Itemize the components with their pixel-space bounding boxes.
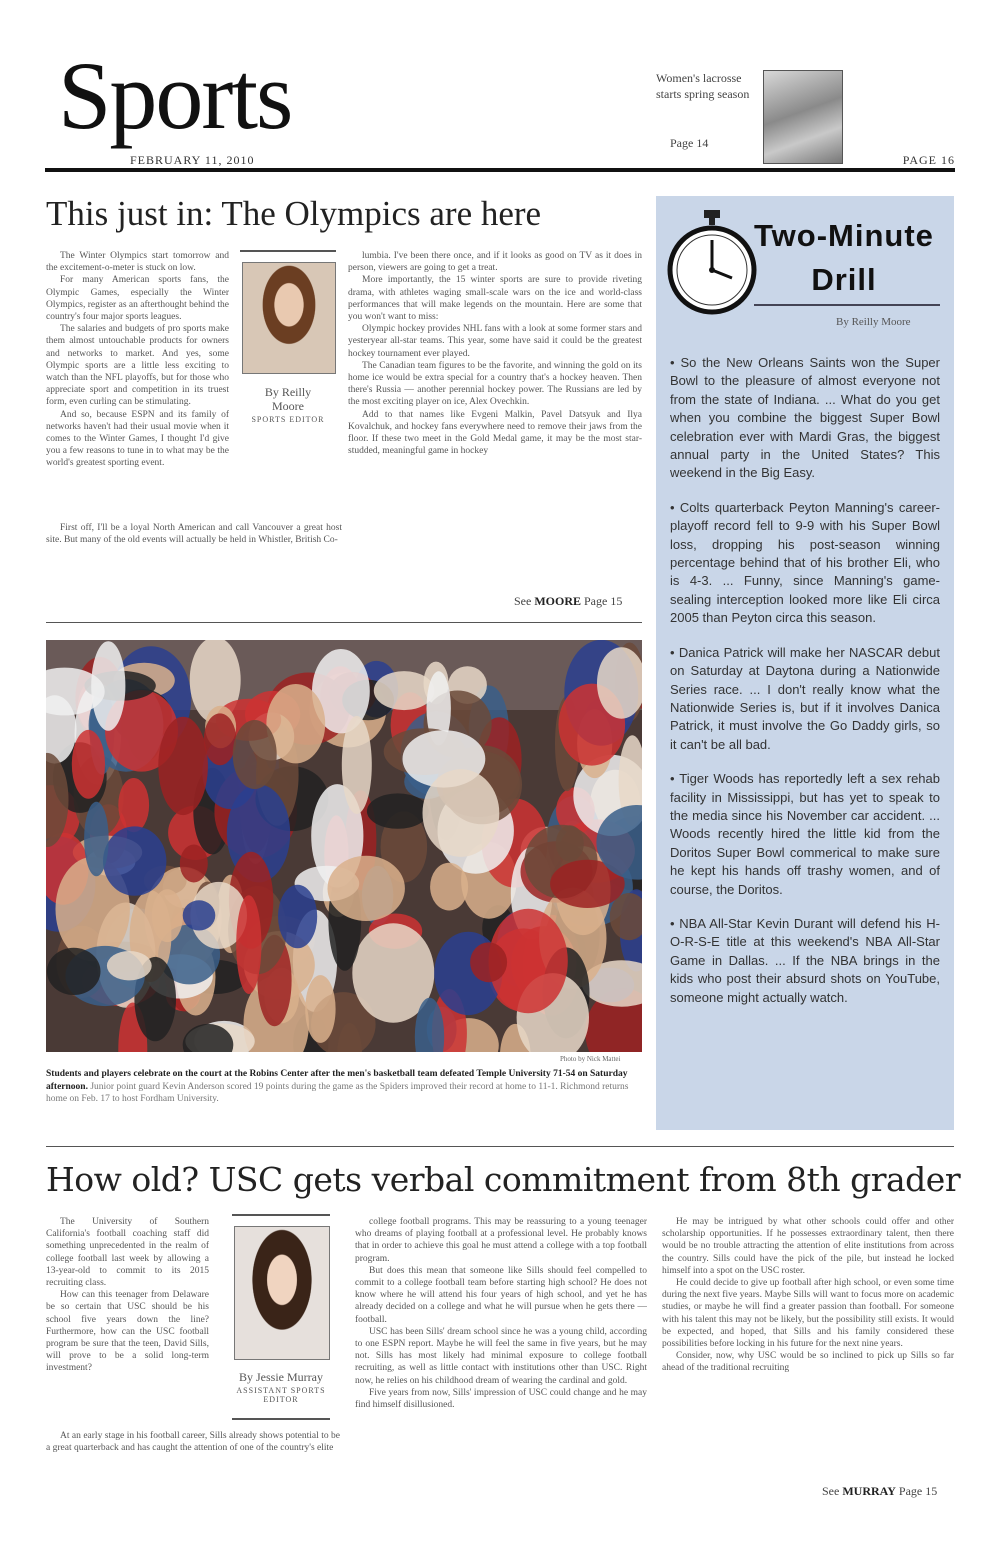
- second-column-2: [355, 1216, 647, 1504]
- paragraph: He could decide to give up football after high school, or even some time during the next five years. Maybe Sills will want to focus more on academic studies, or maybe he will find a greater passion than football. For someone with his talent this may not be likely, but the possibility still exists. It would be expected, and hoped, that Sills and his family considered these possibilities before locking in his future for the next nine years.: [662, 1278, 954, 1350]
- crowd-figure: [152, 889, 183, 942]
- crowd-figure: [367, 793, 429, 828]
- crowd-figure: [91, 641, 125, 731]
- second-column-1b: [46, 1430, 340, 1504]
- second-jump-line: [822, 1484, 937, 1499]
- byline-rule-2: [232, 1214, 330, 1216]
- bullet-icon: •: [670, 644, 679, 660]
- issue-date: FEBRUARY 11, 2010: [130, 153, 255, 167]
- crowd-figure: [278, 885, 317, 949]
- jump-page: Page 15: [584, 594, 623, 608]
- crowd-figure: [374, 671, 435, 710]
- paragraph: Five years from now, Sills' impression of USC could change and he may find himself disillusioned.: [355, 1387, 647, 1411]
- crowd-figure: [158, 717, 208, 815]
- masthead-rule: [45, 168, 955, 172]
- author-headshot-2: [234, 1226, 330, 1360]
- paragraph: Consider, now, why USC would be so inclined to pick up Sills so far ahead of the traditional recruiting: [662, 1351, 954, 1374]
- page-number: PAGE 16: [902, 153, 955, 167]
- second-headline: How old? USC gets verbal commitment from 8th grader: [46, 1160, 961, 1199]
- bullet-icon: •: [670, 499, 680, 515]
- second-byline: [228, 1370, 334, 1404]
- drill-item: [670, 644, 940, 754]
- crowd-figure: [204, 713, 236, 765]
- crowd-figure: [107, 951, 152, 980]
- paragraph: college football programs. This may be reassuring to a young teenager who dreams of playing football at a professional level. He probably knows that in order to achieve this goal he must attend a college with a top football program.: [355, 1217, 647, 1264]
- paragraph: At an early stage in his football career, Sills already shows potential to be a great quarterback and has caught the attention of one of the country's elite: [46, 1431, 340, 1454]
- crowd-figure: [183, 900, 216, 930]
- paragraph: Olympic hockey provides NHL fans with a look at some former stars and yesteryear all-star teams. This year, some have said it could be the greatest hockey tournament ever played.: [348, 324, 642, 359]
- drill-item: [670, 354, 940, 483]
- byline-rule-3: [232, 1418, 330, 1420]
- second-column-3: [662, 1216, 954, 1474]
- crowd-photo: [46, 640, 642, 1052]
- photo-credit: Photo by Nick Mattei: [560, 1055, 621, 1063]
- lead-jump-line: [514, 594, 622, 609]
- lead-column-1b: [46, 522, 342, 607]
- drill-title-line2: Drill: [811, 262, 877, 297]
- paragraph: The Winter Olympics start tomorrow and the excitement-o-meter is stuck on low.: [46, 251, 229, 274]
- lead-column-1: [46, 250, 229, 522]
- paragraph: The Canadian team figures to be the favorite, and winning the gold on its home ice would be extra special for a country that's a hockey heaven. Then there's Russia — another perennial hockey power. The Russians are led by the most exciting player on ice, Alex Ovechkin.: [348, 360, 642, 408]
- jump2-page: Page 15: [898, 1484, 938, 1498]
- lead-headline: This just in: The Olympics are here: [46, 194, 542, 233]
- paragraph: The University of Southern California's football coaching staff did something unprecedented in the realm of college football last week by allowing a 13-year-old to commit to its 2015 recruiting class.: [46, 1217, 209, 1289]
- crowd-figure: [430, 863, 468, 911]
- drill-item: [670, 770, 940, 899]
- paragraph: But does this mean that someone like Sills should feel compelled to commit to a college football team before starting high school? He does not know where he will attend his four years of high school, and yet he has already decided on a college and what he will pursue when he gets there — football.: [355, 1265, 647, 1325]
- paragraph: lumbia. I've been there once, and if it looks as good on TV as it does in person, viewers are going to get a treat.: [348, 251, 642, 274]
- drill-item-text: Danica Patrick will make her NASCAR debut on Saturday at Daytona during a Nationwide Series race. ... I don't really know what the Nationwide Series is, but if it involves Danica Patrick, it must involve the Go Daddy girls, so it can't be all bad.: [670, 644, 940, 752]
- drill-item-text: So the New Orleans Saints won the Super Bowl to the pleasure of almost everyone not from the state of Indiana. ... What do you get when you combine the biggest Super Bowl celebration ever with Mardi Gras, the biggest annual party in the United States? This weekend in the Big Easy.: [670, 355, 940, 481]
- lead-byline: [236, 385, 340, 424]
- byline2-title: ASSISTANT SPORTS EDITOR: [236, 1386, 326, 1404]
- drill-byline: By Reilly Moore: [836, 316, 911, 328]
- photo-caption: [46, 1068, 642, 1106]
- bullet-icon: •: [670, 355, 681, 370]
- drill-title-line1: Two-Minute: [754, 218, 934, 253]
- jump2-name: MURRAY: [842, 1484, 896, 1498]
- paragraph: First off, I'll be a loyal North American and call Vancouver a great host site. But many of the old events will actually be held in Whistler, British Co-: [46, 523, 342, 546]
- jump2-prefix: See: [822, 1484, 840, 1498]
- lead-divider: [46, 622, 642, 623]
- jump-prefix: See: [514, 594, 532, 608]
- crowd-figure: [84, 802, 109, 877]
- crowd-photo-icon: [46, 640, 642, 1052]
- drill-item: [670, 499, 940, 628]
- paragraph: For many American sports fans, the Olympic Games, especially the Winter Olympics, register as an afterthought behind the country's four major sports leagues.: [46, 275, 229, 323]
- crowd-figure: [103, 826, 166, 895]
- caption-bold: Students and players celebrate on the court at the Robins Center after the men's basketball team defeated Temple University 71-54 on Saturday afternoon.: [46, 1069, 628, 1092]
- drill-items: [670, 354, 940, 1023]
- paragraph: How can this teenager from Delaware be so certain that USC should be his school five years down the line? Furthermore, how can the USC football program be sure that the teen, David Sills, will prove to be a solid long-term investment?: [46, 1290, 209, 1374]
- byline-rule: [240, 250, 336, 252]
- paragraph: More importantly, the 15 winter sports are sure to provide riveting drama, with athletes waging small-scale wars on the ice and world-class performances that will make legends on the mountain. Here are some that you won't want to miss:: [348, 275, 642, 323]
- drill-item-text: NBA All-Star Kevin Durant will defend his H-O-R-S-E title at this weekend's NBA All-Star Game in Dallas. ... If the NBA brings in the kids who post their absurd shots on YouTube, someone might actually watch.: [670, 915, 940, 1005]
- crowd-figure: [72, 730, 105, 799]
- byline-author-name: Moore: [272, 399, 304, 413]
- crowd-figure: [47, 948, 101, 995]
- crowd-figure: [180, 845, 208, 883]
- author-headshot: [242, 262, 336, 374]
- crowd-figure: [328, 856, 405, 921]
- paragraph: USC has been Sills' dream school since he was a young child, according to one ESPN report. Maybe he will feel the same in five years, but he may not. Sills has most likely had minimal exposure to college football recruiting, as well as little contact with institutions other than USC. Right now, he relies on his childhood dream of wearing the cardinal and gold.: [355, 1326, 647, 1386]
- second-divider: [46, 1146, 954, 1147]
- teaser-photo-icon: [763, 70, 843, 164]
- crowd-figure: [233, 720, 277, 789]
- bullet-icon: •: [670, 771, 680, 787]
- crowd-figure: [342, 716, 372, 814]
- jump-name: MOORE: [534, 594, 581, 608]
- teaser-page: Page 14: [670, 136, 709, 150]
- two-minute-drill-sidebar: [656, 196, 954, 1130]
- byline2-author: By Jessie Murray: [239, 1370, 323, 1384]
- crowd-figure: [236, 895, 261, 994]
- caption-rest: Junior point guard Kevin Anderson scored 19 points during the game as the Spiders improved their record at home to 11-1. Richmond returns home on Feb. 17 to host Fordham University.: [46, 1081, 629, 1104]
- byline-title: SPORTS EDITOR: [251, 415, 325, 424]
- crowd-figure: [470, 942, 507, 982]
- crowd-figure: [305, 975, 335, 1043]
- byline-author-by: By Reilly: [264, 385, 312, 399]
- teaser-text: Women's lacrosse starts spring season: [656, 71, 750, 101]
- bullet-icon: •: [670, 915, 680, 931]
- lead-column-2: [348, 250, 642, 580]
- paragraph: He may be intrigued by what other schools could offer and other scholarship opportunities. If he possesses extraordinary talent, then there would be no trouble attracting the attention of elite institutions from across the country. Sills could have the pick of the pile, but instead he locked himself into a spot on the USC roster.: [662, 1217, 954, 1276]
- crowd-figure: [118, 778, 149, 832]
- paragraph: And so, because ESPN and its family of networks haven't had their usual movie when it comes to the Winter Games, I thought I'd give you a few reasons to tune in to what may be the world's greatest sporting event.: [46, 409, 229, 469]
- drill-item: [670, 915, 940, 1007]
- paragraph: Add to that names like Evgeni Malkin, Pavel Datsyuk and Ilya Kovalchuk, and hockey fans everywhere need to remove their jaws from the floor. If these two meet in the Gold Medal game, it may be the most star-studded, meaningful game in hockey: [348, 409, 642, 457]
- drill-item-text: Tiger Woods has reportedly left a sex rehab facility in Mississippi, but has yet to speak to the media since his November car accident. ... Woods recently hired the little kid from the Doritos Super Bowl commerical to make sure he kept his hands off trashy women, and of course, the Doritos.: [670, 771, 940, 897]
- drill-item-text: Colts quarterback Peyton Manning's career-playoff record fell to 9-9 with his Super Bowl loss, dropping his post-season winning percentage behind that of his brother Eli, who is 4-3. ... Funny, since Manning's game-sealing interception looked more like Eli circa 2005 than Peyton circa this season.: [670, 499, 940, 626]
- crowd-figure: [423, 769, 500, 857]
- drill-title-rule: [754, 304, 940, 306]
- paragraph: The salaries and budgets of pro sports make them almost untouchable products for owners and networks to market. And yes, some Olympic sports are a little less exciting to watch than the NFL playoffs, but for those who appreciate sport and competition in its truest form, even curling can be stimulating.: [46, 324, 229, 408]
- section-title: Sports: [58, 42, 292, 149]
